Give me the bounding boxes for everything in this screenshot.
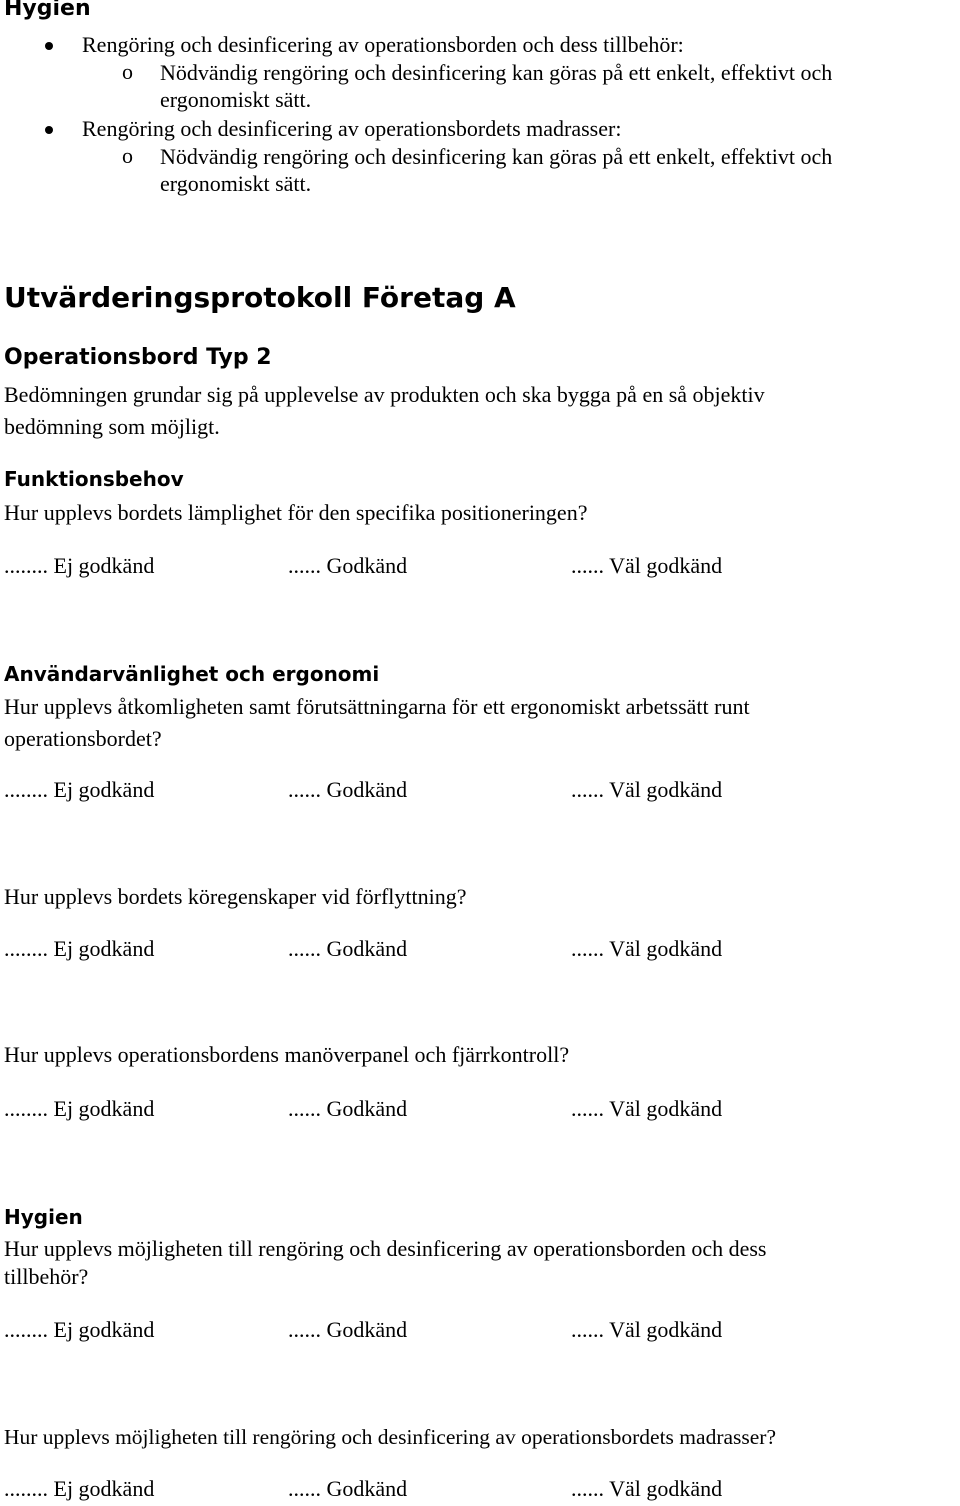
- section-heading-anvandarvanlighet: Användarvänlighet och ergonomi: [4, 662, 380, 686]
- rating-option-ej-godkand: ........ Ej godkänd: [4, 553, 155, 578]
- question-text: Hur upplevs möjligheten till rengöring och desinficering av operationsbordets madrasser?: [4, 1425, 776, 1449]
- rating-option-ej-godkand: ........ Ej godkänd: [4, 936, 155, 961]
- page-title: Utvärderingsprotokoll Företag A: [4, 281, 516, 314]
- rating-option-godkand: ...... Godkänd: [288, 1476, 408, 1501]
- list-item: Rengöring och desinficering av operationsbordets madrasser:: [82, 116, 622, 141]
- question-text: Hur upplevs åtkomligheten samt förutsättningarna för ett ergonomiskt arbetssätt runt: [4, 694, 750, 719]
- rating-option-godkand: ...... Godkänd: [288, 553, 408, 578]
- rating-option-val-godkand: ...... Väl godkänd: [571, 1476, 723, 1501]
- question-text: Hur upplevs bordets köregenskaper vid förflyttning?: [4, 884, 467, 909]
- sub-list-item-cont: ergonomiskt sätt.: [160, 87, 312, 112]
- section-heading-hygien: Hygien: [4, 1205, 83, 1229]
- bullet-icon: [45, 126, 53, 134]
- rating-option-val-godkand: ...... Väl godkänd: [571, 553, 723, 578]
- question-text-cont: tillbehör?: [4, 1264, 89, 1289]
- rating-option-ej-godkand: ........ Ej godkänd: [4, 1317, 155, 1342]
- sub-list-item: Nödvändig rengöring och desinficering kan göras på ett enkelt, effektivt och: [160, 60, 833, 85]
- intro-text-cont: bedömning som möjligt.: [4, 414, 220, 439]
- section-heading-funktionsbehov: Funktionsbehov: [4, 467, 184, 491]
- list-item: Rengöring och desinficering av operationsborden och dess tillbehör:: [82, 32, 684, 57]
- sub-list-item-cont: ergonomiskt sätt.: [160, 171, 312, 196]
- rating-option-val-godkand: ...... Väl godkänd: [571, 777, 723, 802]
- question-text: Hur upplevs bordets lämplighet för den specifika positioneringen?: [4, 500, 588, 525]
- rating-option-val-godkand: ...... Väl godkänd: [571, 1317, 723, 1342]
- question-text-cont: operationsbordet?: [4, 726, 162, 751]
- rating-option-ej-godkand: ........ Ej godkänd: [4, 777, 155, 802]
- rating-option-godkand: ...... Godkänd: [288, 1096, 408, 1121]
- rating-option-godkand: ...... Godkänd: [288, 777, 408, 802]
- page-subtitle: Operationsbord Typ 2: [4, 345, 272, 370]
- bullet-icon: [45, 42, 53, 50]
- rating-option-godkand: ...... Godkänd: [288, 936, 408, 961]
- rating-option-val-godkand: ...... Väl godkänd: [571, 936, 723, 961]
- sub-bullet-icon: o: [122, 143, 133, 168]
- rating-option-godkand: ...... Godkänd: [288, 1317, 408, 1342]
- rating-option-val-godkand: ...... Väl godkänd: [571, 1096, 723, 1121]
- rating-option-ej-godkand: ........ Ej godkänd: [4, 1096, 155, 1121]
- rating-option-ej-godkand: ........ Ej godkänd: [4, 1476, 155, 1501]
- sub-list-item: Nödvändig rengöring och desinficering kan göras på ett enkelt, effektivt och: [160, 144, 833, 169]
- question-text: Hur upplevs möjligheten till rengöring och desinficering av operationsborden och dess: [4, 1236, 767, 1261]
- section-heading-hygien-top: Hygien: [4, 0, 91, 21]
- question-text: Hur upplevs operationsbordens manöverpanel och fjärrkontroll?: [4, 1042, 570, 1067]
- sub-bullet-icon: o: [122, 59, 133, 84]
- intro-text: Bedömningen grundar sig på upplevelse av produkten och ska bygga på en så objektiv: [4, 382, 765, 407]
